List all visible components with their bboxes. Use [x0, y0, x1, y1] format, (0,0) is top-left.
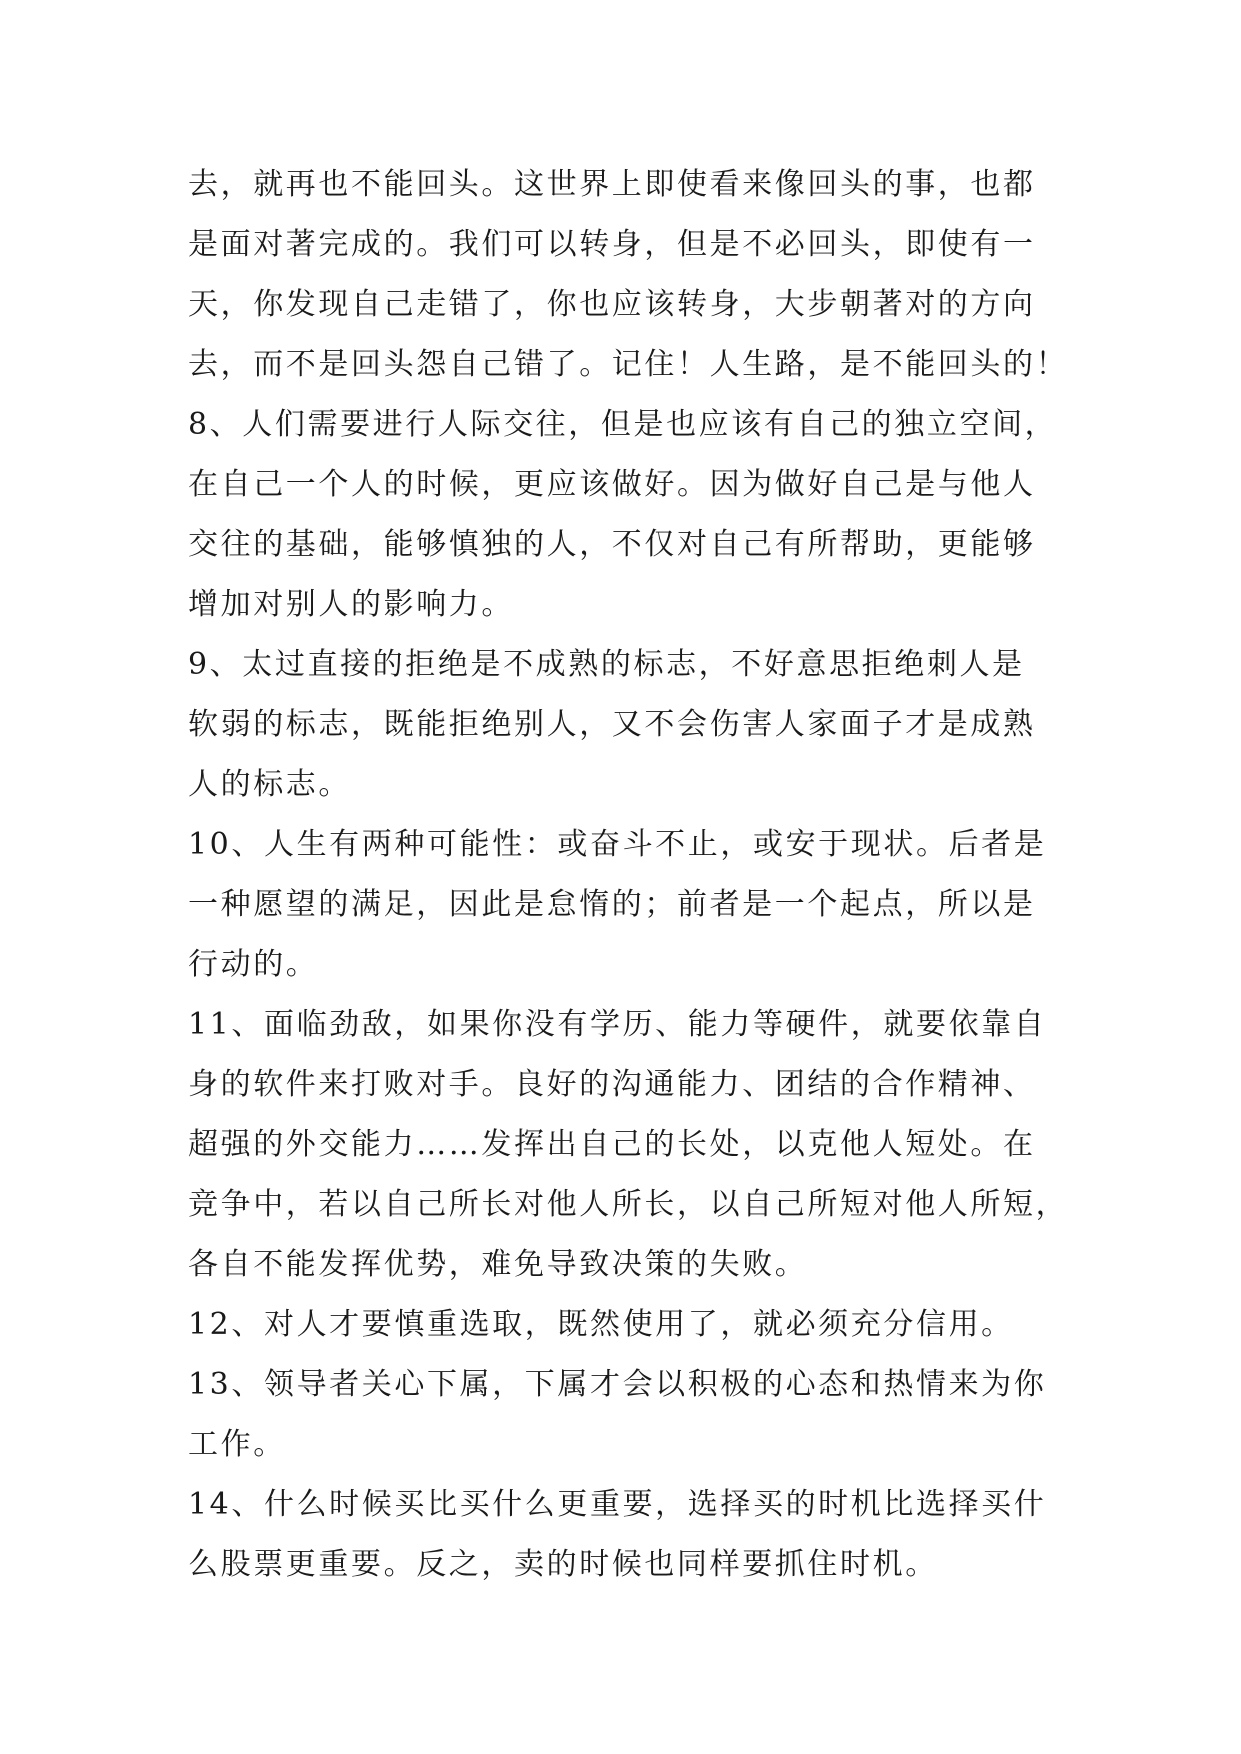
text-line: 去，而不是回头怨自己错了。记住！人生路，是不能回头的！: [188, 347, 1069, 382]
text-line: 各自不能发挥优势，难免导致决策的失败。: [188, 1247, 808, 1282]
text-line: 竞争中，若以自己所长对他人所长，以自己所短对他人所短，: [188, 1187, 1069, 1222]
text-line: 增加对别人的影响力。: [188, 587, 514, 622]
text-line: 交往的基础，能够慎独的人，不仅对自己有所帮助，更能够: [188, 527, 1036, 562]
text-line: 12、对人才要慎重选取，既然使用了，就必须充分信用。: [188, 1307, 1014, 1342]
text-line: 9、太过直接的拒绝是不成熟的标志，不好意思拒绝刺人是: [188, 647, 1025, 682]
text-line: 10、人生有两种可能性：或奋斗不止，或安于现状。后者是: [188, 827, 1047, 862]
text-line: 14、什么时候买比买什么更重要，选择买的时机比选择买什: [188, 1487, 1047, 1522]
text-line: 超强的外交能力……发挥出自己的长处，以克他人短处。在: [188, 1127, 1036, 1162]
text-line: 么股票更重要。反之，卖的时候也同样要抓住时机。: [188, 1547, 938, 1582]
text-line: 身的软件来打败对手。良好的沟通能力、团结的合作精神、: [188, 1067, 1036, 1102]
text-line: 软弱的标志，既能拒绝别人，又不会伤害人家面子才是成熟: [188, 707, 1036, 742]
text-line: 在自己一个人的时候，更应该做好。因为做好自己是与他人: [188, 467, 1036, 502]
text-line: 天，你发现自己走错了，你也应该转身，大步朝著对的方向: [188, 287, 1036, 322]
text-line: 去，就再也不能回头。这世界上即使看来像回头的事，也都: [188, 167, 1036, 202]
text-line: 行动的。: [188, 947, 319, 982]
text-line: 13、领导者关心下属，下属才会以积极的心态和热情来为你: [188, 1367, 1047, 1402]
text-line: 11、面临劲敌，如果你没有学历、能力等硬件，就要依靠自: [188, 1007, 1047, 1042]
text-line: 8、人们需要进行人际交往，但是也应该有自己的独立空间，: [188, 407, 1058, 442]
text-line: 人的标志。: [188, 767, 351, 802]
text-line: 一种愿望的满足，因此是怠惰的；前者是一个起点，所以是: [188, 887, 1036, 922]
text-line: 是面对著完成的。我们可以转身，但是不必回头，即使有一: [188, 227, 1036, 262]
text-line: 工作。: [188, 1427, 286, 1462]
